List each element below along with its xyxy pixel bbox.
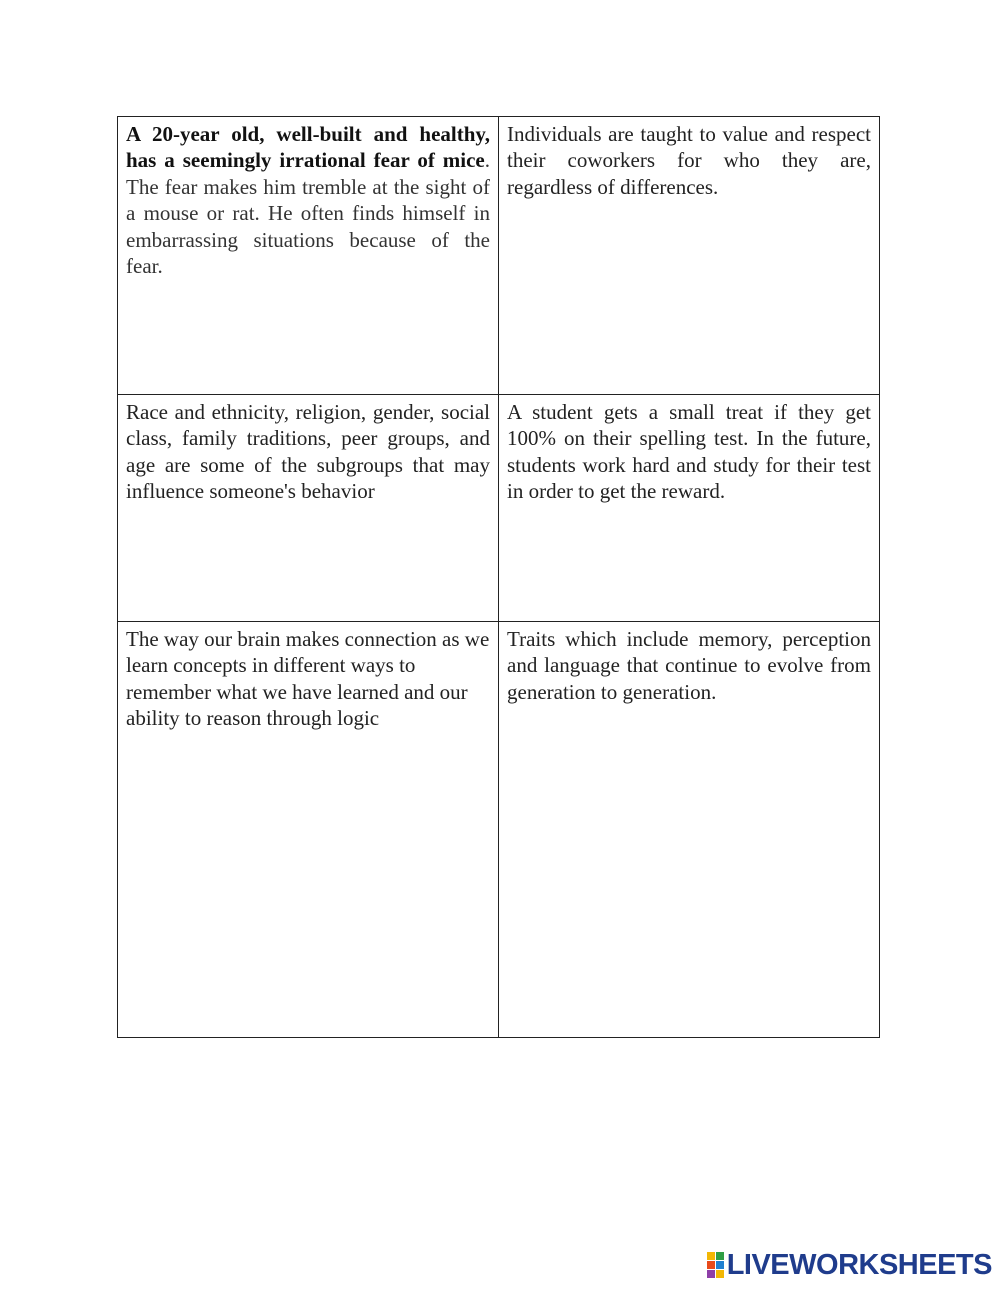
logo-block — [716, 1252, 724, 1260]
cell-student-treat — [499, 395, 880, 622]
liveworksheets-logo — [707, 1249, 992, 1281]
table-row — [118, 622, 880, 1038]
cell-text: Individuals are taught to value and respect their coworkers for who they are, regardless of differences. — [507, 122, 871, 199]
cell-rest: . The fear makes him tremble at the sight of a mouse or rat. He often finds himself in embarrassing situations because of the fear. — [126, 148, 490, 279]
cell-text: A student gets a small treat if they get 100% on their spelling test. In the future, students work hard and study for their test in order to get the reward. — [507, 400, 871, 504]
worksheet-table — [117, 116, 880, 1038]
logo-block — [707, 1261, 715, 1269]
cell-bold-lead: A 20-year old, well-built and healthy, has a seemingly irrational fear of mice — [126, 122, 490, 173]
cell-text: The way our brain makes connection as we learn concepts in different ways to remember what we have learned and our ability to reason through logic — [126, 627, 490, 731]
logo-text: LIVEWORKSHEETS — [726, 1248, 992, 1281]
cell-fear-of-mice — [118, 117, 499, 395]
logo-block — [707, 1270, 715, 1278]
cell-traits — [499, 622, 880, 1038]
cell-subgroups — [118, 395, 499, 622]
logo-blocks-icon — [707, 1252, 724, 1278]
logo-block — [716, 1270, 724, 1278]
table-row — [118, 117, 880, 395]
cell-text: Race and ethnicity, religion, gender, social class, family traditions, peer groups, and age are some of the subgroups that may influence someone's behavior — [126, 400, 490, 504]
logo-block — [707, 1252, 715, 1260]
table-row — [118, 395, 880, 622]
cell-brain-connection — [118, 622, 499, 1038]
cell-text: Traits which include memory, perception and language that continue to evolve from generation to generation. — [507, 627, 871, 704]
cell-value-coworkers — [499, 117, 880, 395]
logo-block — [716, 1261, 724, 1269]
